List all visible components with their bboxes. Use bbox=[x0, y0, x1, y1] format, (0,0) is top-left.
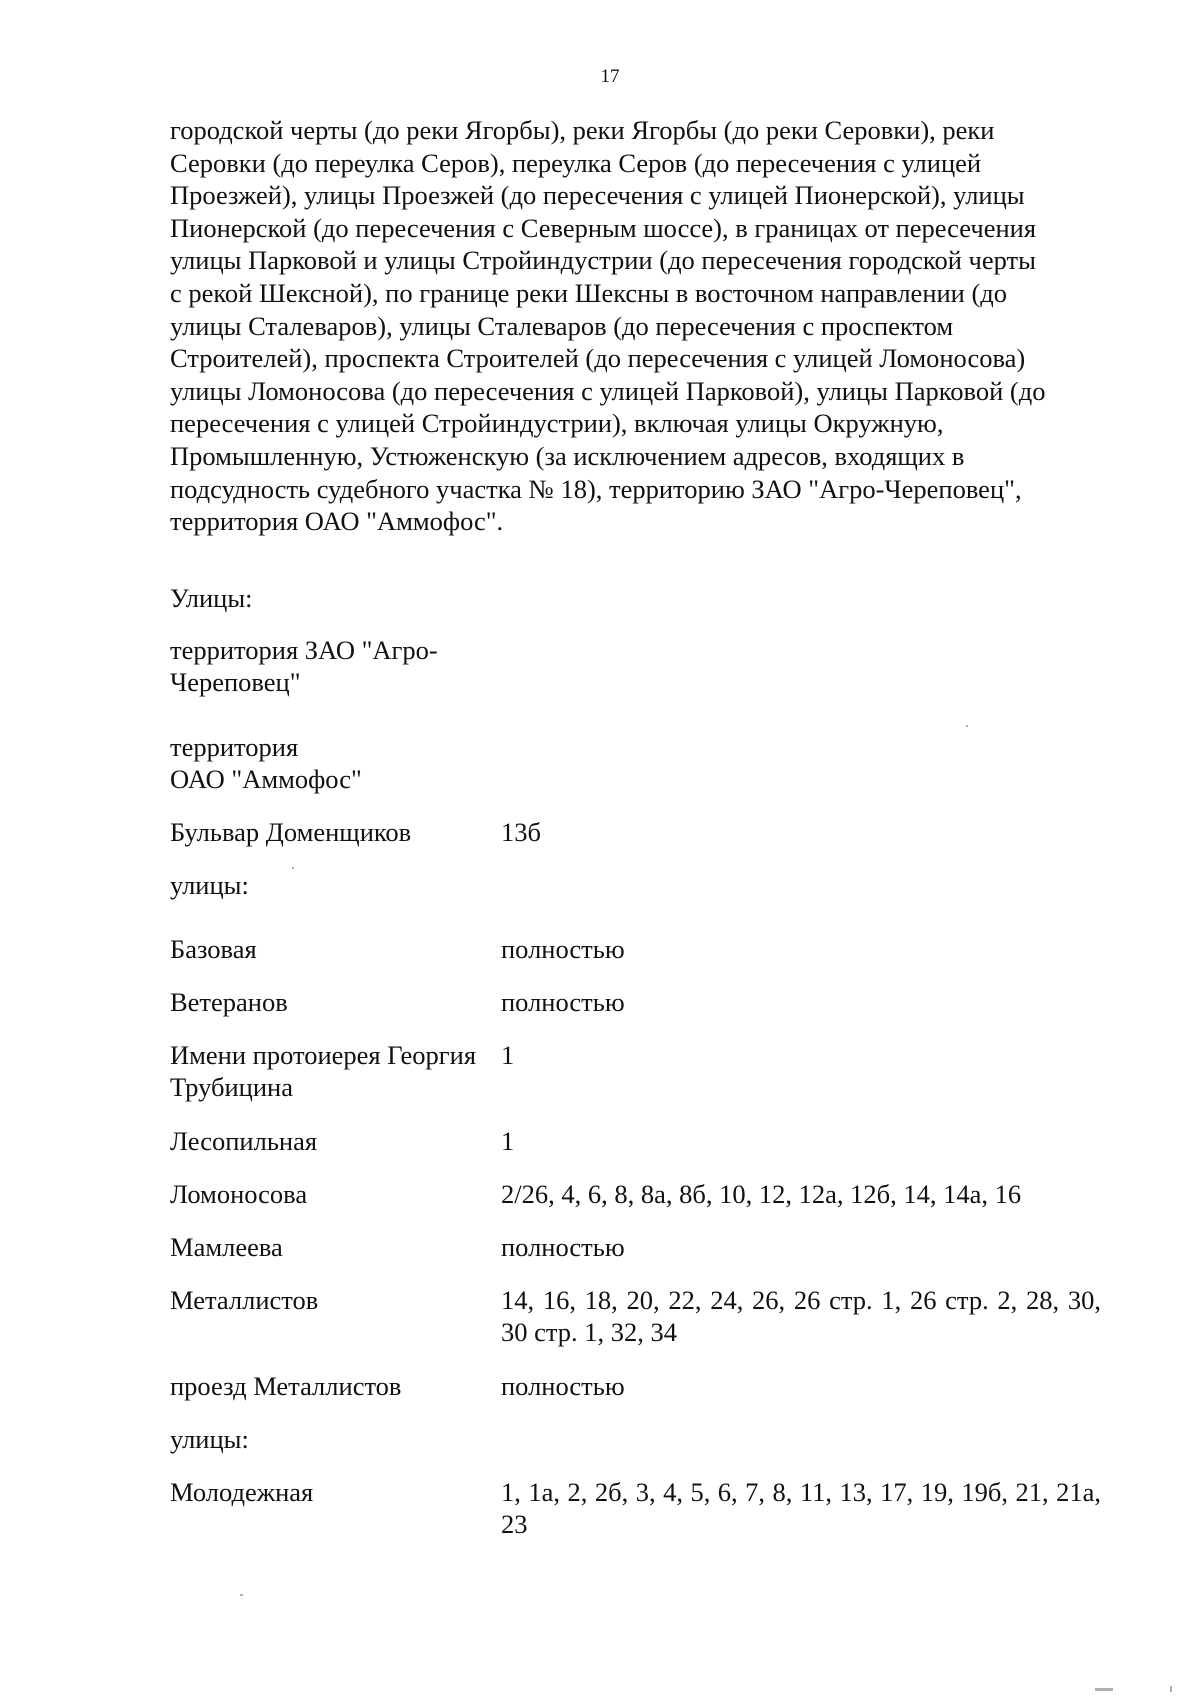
street-name: Имени протоиерея Георгия Трубицина bbox=[170, 1040, 477, 1102]
house-numbers: полностью bbox=[501, 1232, 625, 1262]
house-numbers: полностью bbox=[501, 1371, 625, 1401]
intro-line: с рекой Шексной), по границе реки Шексны в восточном направлении (до bbox=[170, 277, 1008, 308]
page-number: 17 bbox=[600, 66, 620, 87]
house-numbers: 1, 1а, 2, 2б, 3, 4, 5, 6, 7, 8, 11, 13, 17, 19, 19б, 21, 21а, 23 bbox=[501, 1477, 1101, 1539]
house-numbers: полностью bbox=[501, 987, 625, 1017]
intro-paragraph bbox=[170, 114, 1110, 538]
house-numbers: 2/26, 4, 6, 8, 8а, 8б, 10, 12, 12а, 12б, 14, 14а, 16 bbox=[501, 1179, 1022, 1209]
intro-line: территория ОАО "Аммофос". bbox=[170, 506, 504, 537]
intro-line: подсудность судебного участка № 18), территорию ЗАО "Агро-Череповец", bbox=[170, 473, 1022, 504]
house-numbers: 13б bbox=[501, 817, 541, 847]
street-name: Молодежная bbox=[170, 1477, 314, 1507]
streets-subheading: улицы: bbox=[170, 1424, 249, 1454]
intro-line: Пионерской (до пересечения с Северным шоссе), в границах от пересечения bbox=[170, 212, 1037, 243]
house-numbers: 1 bbox=[501, 1040, 515, 1070]
street-name: Базовая bbox=[170, 934, 257, 964]
territory-line: территория ЗАО "Агро- bbox=[170, 635, 438, 665]
territory-line: территория bbox=[170, 732, 299, 762]
territory-ammofos bbox=[170, 731, 362, 795]
streets-heading: Улицы: bbox=[170, 583, 253, 613]
street-name: Ветеранов bbox=[170, 987, 288, 1017]
street-name: Бульвар Доменщиков bbox=[170, 817, 412, 847]
scan-speck bbox=[292, 867, 294, 869]
territory-line: ОАО "Аммофос" bbox=[170, 764, 362, 794]
house-numbers: 1 bbox=[501, 1126, 515, 1156]
streets-subheading: улицы: bbox=[170, 870, 249, 900]
territory-agro-cherepovets bbox=[170, 634, 438, 698]
territory-line: Череповец" bbox=[170, 667, 301, 697]
intro-line: улицы Сталеваров), улицы Сталеваров (до пересечения с проспектом bbox=[170, 310, 954, 341]
street-name: Ломоносова bbox=[170, 1179, 308, 1209]
street-name: Мамлеева bbox=[170, 1232, 283, 1262]
intro-line: Проезжей), улицы Проезжей (до пересечения с улицей Пионерской), улицы bbox=[170, 180, 1025, 211]
intro-line: улицы Парковой и улицы Стройиндустрии (до пересечения городской черты bbox=[170, 245, 1036, 276]
scan-speck bbox=[1170, 1686, 1172, 1692]
intro-line: Строителей), проспекта Строителей (до пересечения с улицей Ломоносова) bbox=[170, 343, 1026, 374]
street-name: Лесопильная bbox=[170, 1126, 318, 1156]
intro-line: городской черты (до реки Ягорбы), реки Ягорбы (до реки Серовки), реки bbox=[170, 115, 995, 145]
intro-line: улицы Ломоносова (до пересечения с улицей Парковой), улицы Парковой (до bbox=[170, 375, 1046, 406]
intro-line: Промышленную, Устюженскую (за исключением адресов, входящих в bbox=[170, 440, 965, 471]
intro-line: пересечения с улицей Стройиндустрии), включая улицы Окружную, bbox=[170, 408, 944, 439]
house-numbers: 14, 16, 18, 20, 22, 24, 26, 26 стр. 1, 26 стр. 2, 28, 30, 30 стр. 1, 32, 34 bbox=[501, 1285, 1101, 1347]
intro-line: Серовки (до переулка Серов), переулка Серов (до пересечения с улицей bbox=[170, 147, 982, 178]
street-name: проезд Металлистов bbox=[170, 1371, 402, 1401]
scan-speck bbox=[1095, 1688, 1113, 1691]
street-name: Металлистов bbox=[170, 1285, 319, 1315]
scan-speck bbox=[240, 1594, 243, 1596]
scan-speck bbox=[966, 725, 968, 727]
house-numbers: полностью bbox=[501, 934, 625, 964]
